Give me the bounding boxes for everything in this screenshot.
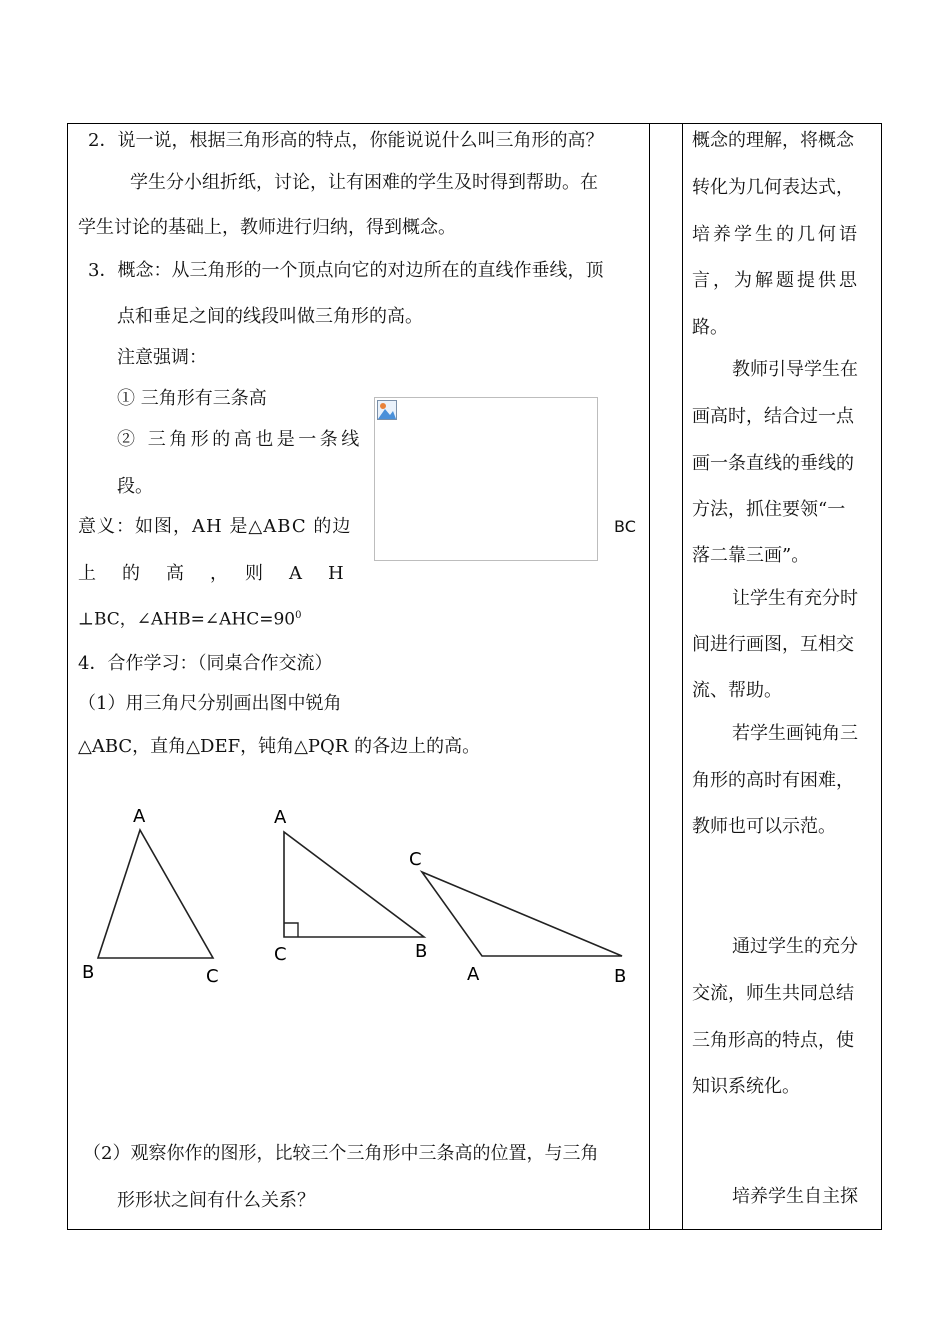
table-divider-1 xyxy=(649,123,650,1230)
item3-concept-line2: 点和垂足之间的线段叫做三角形的高。 xyxy=(117,306,423,327)
right-angle-mark xyxy=(284,923,298,937)
meaning-line1: 意义：如图，AH 是△ABC 的边 xyxy=(78,516,352,537)
tri3-label-b: B xyxy=(614,966,627,987)
note-3-line3: 流、帮助。 xyxy=(692,680,782,701)
item2-activity-line1: 学生分小组折纸，讨论，让有困难的学生及时得到帮助。在 xyxy=(130,172,598,193)
tri2-label-c: C xyxy=(274,944,287,965)
note-4-line2: 角形的高时有困难， xyxy=(692,770,854,791)
note-5-line3: 三角形高的特点，使 xyxy=(692,1030,854,1051)
meaning-bc: BC xyxy=(614,517,636,536)
note-2-line1: 教师引导学生在 xyxy=(732,359,858,380)
note-4-line1: 若学生画钝角三 xyxy=(732,723,858,744)
degree-superscript: 0 xyxy=(295,610,302,621)
item3-concept-line1: 3．概念：从三角形的一个顶点向它的对边所在的直线作垂线，顶 xyxy=(88,260,604,281)
note-6-line1: 培养学生自主探 xyxy=(732,1186,858,1207)
table-right-border xyxy=(881,123,882,1230)
table-left-border xyxy=(67,123,68,1230)
note-2-line2: 画高时，结合过一点 xyxy=(692,406,854,427)
acute-triangle xyxy=(98,830,213,958)
tri3-label-a: A xyxy=(467,964,480,985)
table-bottom-border xyxy=(67,1229,882,1230)
emphasis-title: 注意强调： xyxy=(117,347,207,368)
triangle-figures xyxy=(70,790,645,1000)
emphasis-item-2-line2: 段。 xyxy=(117,476,153,497)
item4-1-line2: △ABC，直角△DEF，钝角△PQR 的各边上的高。 xyxy=(78,736,481,757)
item4-2-line1: （2）观察你作的图形，比较三个三角形中三条高的位置，与三角 xyxy=(83,1143,599,1164)
note-5-line4: 知识系统化。 xyxy=(692,1076,800,1097)
table-top-border xyxy=(67,123,882,124)
figure-image-placeholder xyxy=(374,397,598,561)
perpendicular-formula: ⊥BC，∠AHB=∠AHC=90 xyxy=(78,609,296,630)
note-3-line2: 间进行画图，互相交 xyxy=(692,634,854,655)
note-2-line4: 方法，抓住要领“一 xyxy=(692,499,846,520)
note-5-line1: 通过学生的充分 xyxy=(732,936,858,957)
note-1-line4: 言，为解题提供思 xyxy=(692,270,860,291)
tri1-label-a: A xyxy=(133,806,146,827)
note-2-line5: 落二靠三画”。 xyxy=(692,545,810,566)
tri1-label-b: B xyxy=(82,962,95,983)
right-triangle xyxy=(284,832,424,937)
tri1-label-c: C xyxy=(206,966,219,987)
note-1-line5: 路。 xyxy=(692,317,728,338)
note-4-line3: 教师也可以示范。 xyxy=(692,816,836,837)
note-3-line1: 让学生有充分时 xyxy=(732,588,858,609)
note-1-line2: 转化为几何表达式， xyxy=(692,177,854,198)
emphasis-item-1: ① 三角形有三条高 xyxy=(117,388,267,409)
emphasis-item-2-line1: ② 三角形的高也是一条线 xyxy=(117,429,363,450)
obtuse-triangle xyxy=(422,872,622,956)
note-5-line2: 交流，师生共同总结 xyxy=(692,983,854,1004)
item4-title: 4．合作学习：（同桌合作交流） xyxy=(78,653,333,674)
item2-question: 2．说一说，根据三角形高的特点，你能说说什么叫三角形的高？ xyxy=(88,130,604,151)
note-1-line3: 培养学生的几何语 xyxy=(692,224,860,245)
table-divider-2 xyxy=(682,123,683,1230)
note-2-line3: 画一条直线的垂线的 xyxy=(692,453,854,474)
meaning-line2: 上 的 高 ， 则 A H xyxy=(78,563,348,584)
tri3-label-c: C xyxy=(409,849,422,870)
tri2-label-a: A xyxy=(274,807,287,828)
broken-image-icon xyxy=(377,400,397,420)
note-1-line1: 概念的理解，将概念 xyxy=(692,130,854,151)
item4-1-line1: （1）用三角尺分别画出图中锐角 xyxy=(78,693,342,714)
item4-2-line2: 形形状之间有什么关系？ xyxy=(117,1190,315,1211)
tri2-label-b: B xyxy=(415,941,428,962)
meaning-line3 xyxy=(78,611,302,629)
item2-activity-line2: 学生讨论的基础上，教师进行归纳，得到概念。 xyxy=(78,217,456,238)
